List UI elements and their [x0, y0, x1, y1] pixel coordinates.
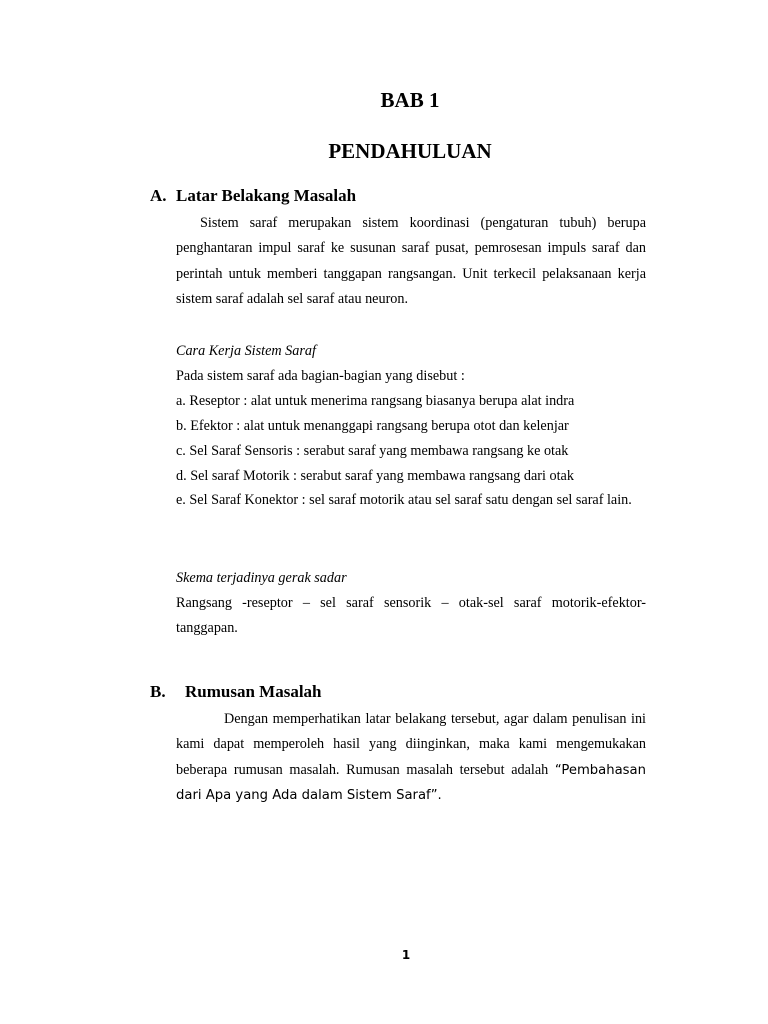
list-item-sensoris: c. Sel Saraf Sensoris : serabut saraf yang membawa rangsang ke otak — [176, 443, 569, 459]
cara-kerja-heading: Cara Kerja Sistem Saraf — [176, 343, 316, 359]
page-number: 1 — [401, 948, 411, 962]
list-item-motorik: d. Sel saraf Motorik : serabut saraf yang membawa rangsang dari otak — [176, 468, 574, 484]
list-item-reseptor: a. Reseptor : alat untuk menerima rangsang biasanya berupa alat indra — [176, 393, 575, 409]
section-b-quote: “Pembahasan dari Apa yang Ada dalam Sistem Saraf”. — [176, 762, 646, 803]
skema-heading: Skema terjadinya gerak sadar — [176, 570, 347, 586]
list-item-konektor: e. Sel Saraf Konektor : sel saraf motorik atau sel saraf satu dengan sel saraf lain. — [176, 492, 632, 508]
section-a-title: Latar Belakang Masalah — [176, 186, 357, 205]
chapter-title: PENDAHULUAN — [328, 139, 492, 163]
section-a-paragraph: Sistem saraf merupakan sistem koordinasi (pengaturan tubuh) berupa penghantaran impul saraf ke susunan saraf pusat, pemrosesan impuls saraf dan perintah untuk memberi tanggapan rangsangan. Unit terkecil pelaksanaan kerja sistem saraf adalah sel saraf atau neuron. — [176, 215, 646, 307]
section-b-title: Rumusan Masalah — [185, 682, 322, 701]
cara-kerja-intro: Pada sistem saraf ada bagian-bagian yang disebut : — [176, 368, 465, 384]
section-a-letter: A. — [150, 186, 167, 205]
section-b-letter: B. — [150, 682, 166, 701]
skema-text: Rangsang -reseptor – sel saraf sensorik – otak-sel saraf motorik-efektor-tanggapan. — [176, 595, 646, 637]
list-item-efektor: b. Efektor : alat untuk menanggapi rangsang berupa otot dan kelenjar — [176, 418, 569, 434]
section-a-heading — [150, 186, 356, 206]
section-b-paragraph-main: Dengan memperhatikan latar belakang tersebut, agar dalam penulisan ini kami dapat memperoleh hasil yang diinginkan, maka kami mengemukakan beberapa rumusan masalah. Rumusan masalah tersebut adalah — [176, 711, 646, 778]
section-b-paragraph — [176, 707, 646, 808]
chapter-number: BAB 1 — [380, 88, 440, 112]
section-b-heading — [150, 682, 322, 702]
